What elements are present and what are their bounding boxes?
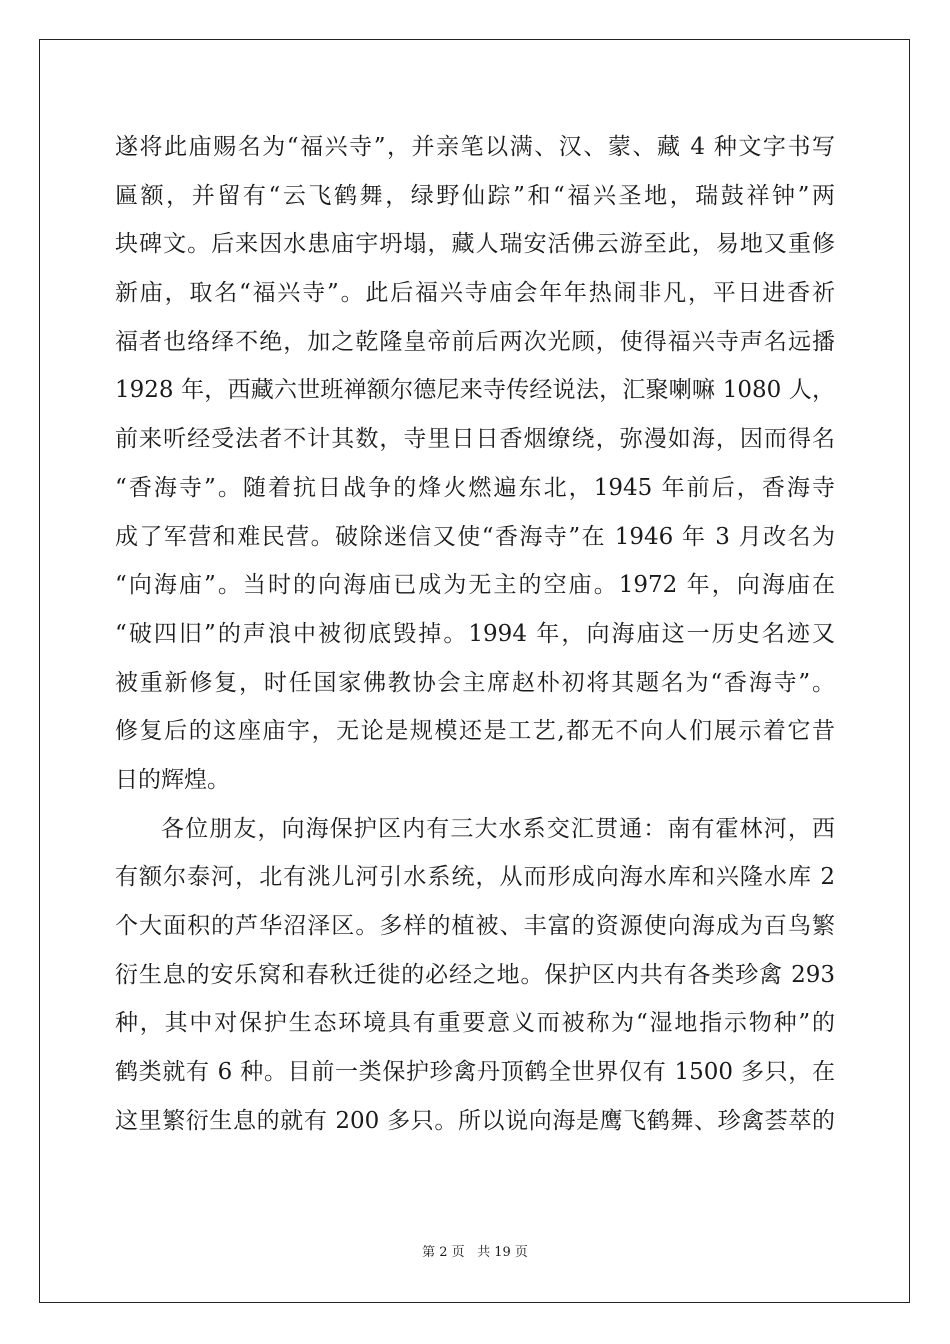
page-number: 第 2 页: [422, 1245, 465, 1260]
text-line: 种，其中对保护生态环境具有重要意义而被称为“湿地指示物种”的: [115, 1010, 835, 1037]
text-line: “香海寺”。随着抗日战争的烽火燃遍东北，1945 年前后，香海寺: [115, 474, 835, 501]
text-line: “向海庙”。当时的向海庙已成为无主的空庙。1972 年，向海庙在: [115, 572, 835, 599]
document-body: [115, 123, 835, 1145]
text-line: 1928 年，西藏六世班禅额尔德尼来寺传经说法，汇聚喇嘛 1080 人，: [115, 377, 835, 404]
text-line: “破四旧”的声浪中被彻底毁掉。1994 年，向海庙这一历史名迹又: [115, 620, 835, 647]
total-pages: 共 19 页: [477, 1245, 528, 1260]
text-line: 块碑文。后来因水患庙宇坍塌，藏人瑞安活佛云游至此，易地又重修: [115, 231, 835, 258]
text-line: 遂将此庙赐名为“福兴寺”，并亲笔以满、汉、蒙、藏 4 种文字书写: [115, 134, 835, 160]
text-line: 新庙，取名“福兴寺”。此后福兴寺庙会年年热闹非凡，平日进香祈: [115, 280, 835, 307]
text-line: 日的辉煌。: [115, 766, 230, 793]
page-footer: [0, 1244, 950, 1262]
text-line: 鹤类就有 6 种。目前一类保护珍禽丹顶鹤全世界仅有 1500 多只，在: [115, 1059, 835, 1086]
text-line: 被重新修复，时任国家佛教协会主席赵朴初将其题名为“香海寺”。: [115, 669, 835, 696]
text-line: 衍生息的安乐窝和春秋迁徙的必经之地。保护区内共有各类珍禽 293: [115, 961, 835, 988]
text-line: 个大面积的芦华沼泽区。多样的植被、丰富的资源使向海成为百鸟繁: [115, 913, 835, 939]
text-line: 成了军营和难民营。破除迷信又使“香海寺”在 1946 年 3 月改名为: [115, 523, 835, 550]
text-line: 匾额，并留有“云飞鹤舞，绿野仙踪”和“福兴圣地，瑞鼓祥钟”两: [115, 182, 835, 209]
text-line: 各位朋友，向海保护区内有三大水系交汇贯通：南有霍林河，西: [161, 815, 835, 842]
text-line: 有额尔泰河，北有洮儿河引水系统，从而形成向海水库和兴隆水库 2: [115, 864, 835, 891]
text-line: 福者也络绎不绝，加之乾隆皇帝前后两次光顾，使得福兴寺声名远播: [115, 328, 835, 355]
text-line: 前来听经受法者不计其数，寺里日日香烟缭绕，弥漫如海，因而得名: [115, 426, 835, 453]
text-line: 这里繁衍生息的就有 200 多只。所以说向海是鹰飞鹤舞、珍禽荟萃的: [115, 1107, 835, 1134]
text-line: 修复后的这座庙宇，无论是规模还是工艺,都无不向人们展示着它昔: [115, 718, 835, 745]
